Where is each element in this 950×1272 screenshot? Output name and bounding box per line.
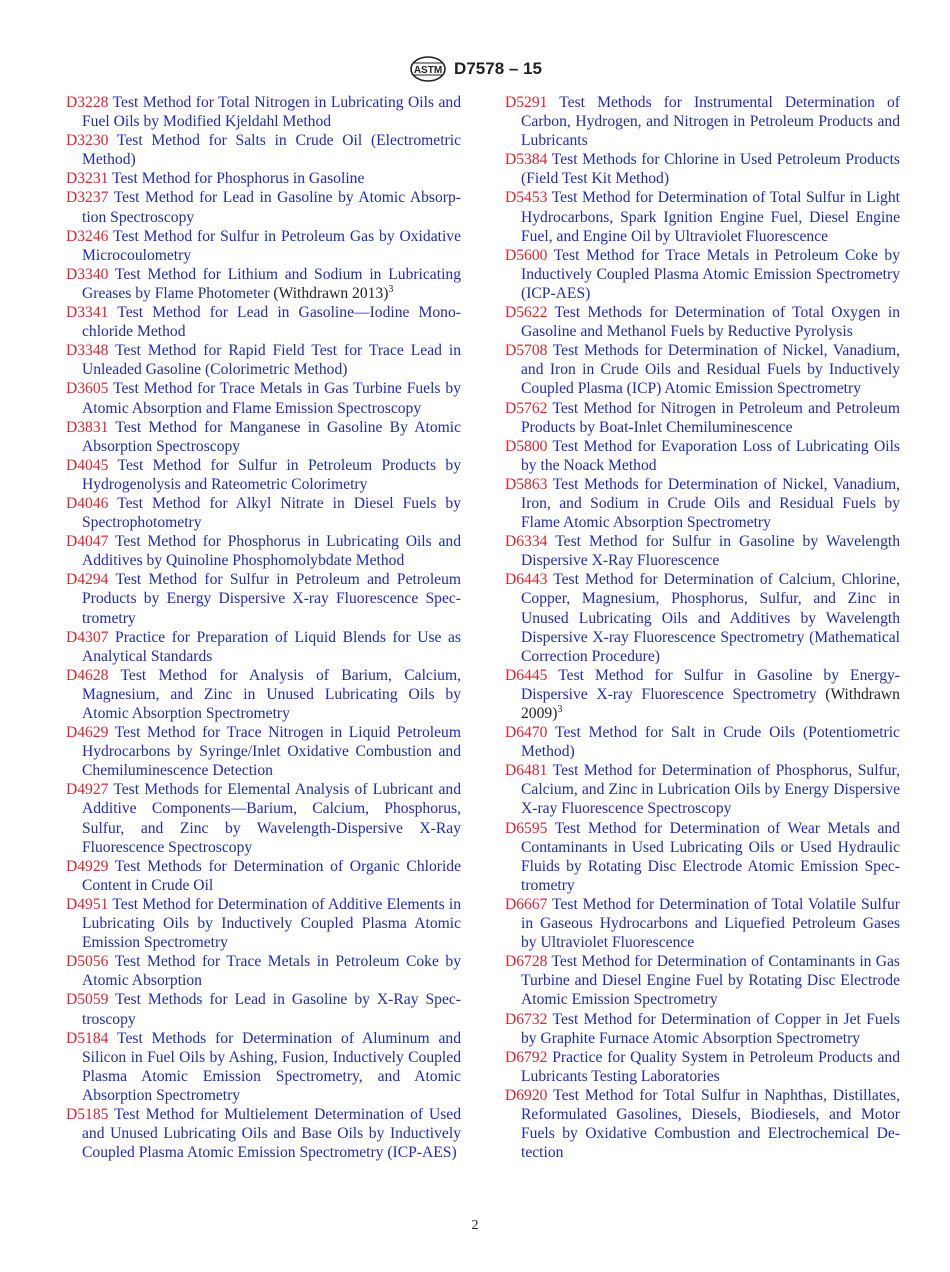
standard-code-link[interactable]: D3237 (66, 189, 109, 207)
reference-entry (505, 341, 900, 398)
standard-code-link[interactable]: D5184 (66, 1029, 109, 1047)
standard-title-link[interactable]: Test Method for Salts in Crude Oil (Electrometric Method) (82, 132, 461, 169)
standard-code-link[interactable]: D3605 (66, 380, 109, 398)
reference-entry (66, 666, 461, 723)
reference-entry (66, 723, 461, 780)
reference-entry (66, 456, 461, 494)
standard-title-link[interactable]: Test Method for Trace Nitrogen in Liquid Petroleum Hydrocarbons by Syringe/Inlet Oxidative Combustion and Chemiluminescence Detection (82, 724, 461, 780)
standard-title-link[interactable]: Test Method for Lead in Gasoline—Iodine Monochloride Method (82, 304, 461, 341)
standard-code-link[interactable]: D5059 (66, 991, 109, 1009)
standard-code-link[interactable]: D6920 (505, 1086, 548, 1104)
standard-code-link[interactable]: D6595 (505, 819, 548, 837)
reference-entry (505, 150, 900, 188)
standard-code-link[interactable]: D3246 (66, 227, 109, 245)
standard-code-link[interactable]: D5800 (505, 437, 548, 455)
standard-code-link[interactable]: D6732 (505, 1010, 548, 1028)
reference-entry (505, 532, 900, 570)
standard-title-link[interactable]: Test Methods for Elemental Analysis of Lubricant and Additive Components—Barium, Calcium, Phosphorus, Sulfur, and Zinc by Wavelength-Dispersive X-Ray Fluorescence Spectroscopy (82, 781, 461, 856)
svg-text:ASTM: ASTM (413, 65, 443, 76)
footnote-marker: 3 (388, 283, 394, 295)
standard-code-link[interactable]: D3831 (66, 418, 109, 436)
reference-entry (66, 494, 461, 532)
standard-title-link[interactable]: Test Method for Determination of Wear Metals and Contaminants in Used Lubricating Oils or Used Hydraulic Fluids by Rotating Disc Electrode Atomic Emission Spectrometry (521, 819, 900, 894)
standard-title-link[interactable]: Test Method for Lead in Gasoline by Atomic Absorption Spectroscopy (82, 189, 461, 226)
reference-entry (505, 475, 900, 532)
standard-code-link[interactable]: D6481 (505, 762, 548, 780)
standard-code-link[interactable]: D3230 (66, 132, 109, 150)
reference-entry (505, 93, 900, 150)
standard-code-link[interactable]: D4927 (66, 781, 109, 799)
standard-code-link[interactable]: D4045 (66, 456, 109, 474)
standard-title-link[interactable]: Test Method for Analysis of Barium, Calcium, Magnesium, and Zinc in Unused Lubricating Oils by Atomic Absorption Spectrometry (82, 666, 461, 722)
reference-entry (66, 418, 461, 456)
standard-code-link[interactable]: D6667 (505, 895, 548, 913)
page-number: 2 (471, 1218, 479, 1233)
standard-title-link[interactable]: Test Methods for Chlorine in Used Petroleum Products (Field Test Kit Method) (521, 151, 900, 188)
reference-entry (66, 341, 461, 379)
reference-entry (66, 532, 461, 570)
standard-code-link[interactable]: D4629 (66, 724, 109, 742)
standard-title-link[interactable]: Test Method for Nitrogen in Petroleum and Petroleum Products by Boat-Inlet Chemiluminescence (521, 399, 900, 436)
standard-title-link[interactable]: Test Method for Lithium and Sodium in Lubricating Greases by Flame Photometer (82, 265, 461, 302)
reference-entry (505, 1010, 900, 1048)
standard-code-link[interactable]: D5056 (66, 953, 109, 971)
standard-title-link[interactable]: Test Method for Phosphorus in Lubricating Oils and Additives by Quinoline Phosphomolybdate Method (82, 533, 461, 570)
reference-entry (66, 628, 461, 666)
standard-code-link[interactable]: D6443 (505, 571, 548, 589)
standard-code-link[interactable]: D5453 (505, 189, 548, 207)
standard-title-link[interactable]: Test Methods for Lead in Gasoline by X-Ray Spectroscopy (82, 991, 461, 1028)
standard-title-link[interactable]: Test Method for Alkyl Nitrate in Diesel Fuels by Spectrophotometry (82, 494, 461, 532)
reference-entry (505, 819, 900, 895)
standard-title-link[interactable]: Test Method for Determination of Total Volatile Sulfur in Gaseous Hydrocarbons and Liquefied Petroleum Gases by Ultraviolet Fluorescence (521, 895, 900, 952)
standard-code-link[interactable]: D5863 (505, 475, 548, 493)
standard-title-link[interactable]: Test Method for Salt in Crude Oils (Potentiometric Method) (521, 724, 900, 761)
reference-entry (66, 1105, 461, 1162)
reference-entry (505, 952, 900, 1009)
reference-entry (66, 303, 461, 341)
reference-entry (505, 303, 900, 341)
standard-title-link[interactable]: Practice for Quality System in Petroleum Products and Lubricants Testing Laboratories (521, 1048, 900, 1085)
standard-title-link[interactable]: Test Methods for Determination of Organic Chloride Content in Crude Oil (82, 857, 461, 894)
reference-entry (66, 990, 461, 1028)
reference-entry (505, 1086, 900, 1162)
standard-code-link[interactable]: D5384 (505, 151, 548, 169)
standard-code-link[interactable]: D4628 (66, 666, 109, 684)
standard-code-link[interactable]: D6445 (505, 666, 548, 684)
standard-code-link[interactable]: D5185 (66, 1105, 109, 1123)
standard-title-link[interactable]: Test Methods for Determination of Total Oxygen in Gasoline and Methanol Fuels by Reductive Pyrolysis (521, 304, 900, 341)
standard-title-link[interactable]: Test Method for Multielement Determination of Used and Unused Lubricating Oils and Base Oils by Inductively Coupled Plasma Atomic Emission Spectrometry (ICP-AES) (82, 1105, 461, 1162)
reference-entry (66, 93, 461, 131)
standard-code-link[interactable]: D3341 (66, 304, 109, 322)
standard-code-link[interactable]: D5622 (505, 304, 548, 322)
footnote-marker: 3 (557, 703, 563, 715)
withdrawn-note (273, 285, 393, 302)
standard-title-link[interactable]: Test Method for Manganese in Gasoline By Atomic Absorption Spectroscopy (82, 418, 461, 455)
standard-code-link[interactable]: D5708 (505, 342, 548, 360)
document-designation: D7578 – 15 (454, 59, 542, 78)
standard-code-link[interactable]: D4929 (66, 857, 109, 875)
standard-title-link[interactable]: Test Method for Sulfur in Petroleum Gas by Oxidative Microcoulometry (82, 227, 461, 264)
standard-title-link[interactable]: Test Methods for Instrumental Determination of Carbon, Hydrogen, and Nitrogen in Petroleum Products and Lubricants (521, 94, 900, 150)
standard-title-link[interactable]: Test Methods for Determination of Nickel, Vanadium, and Iron in Crude Oils and Residual Fuels by Inductively Coupled Plasma (ICP) Atomic Emission Spectrometry (521, 342, 900, 398)
standard-code-link[interactable]: D4046 (66, 494, 109, 512)
reference-entry (66, 188, 461, 226)
standard-code-link[interactable]: D6728 (505, 953, 548, 971)
standard-code-link[interactable]: D4951 (66, 895, 109, 913)
standard-title-link[interactable]: Test Method for Determination of Additive Elements in Lubricating Oils by Inductively Coupled Plasma Atomic Emission Spectrometry (82, 895, 461, 952)
withdrawn-note-text: (Withdrawn 2009) (521, 685, 900, 722)
standard-title-link[interactable]: Test Methods for Determination of Nickel, Vanadium, Iron, and Sodium in Crude Oils and Residual Fuels by Flame Atomic Absorption Spectrometry (521, 475, 900, 532)
standard-title-link[interactable]: Test Methods for Determination of Aluminum and Silicon in Fuel Oils by Ashing, Fusion, Inductively Coupled Plasma Atomic Emission Spectrometry, and Atomic Absorption Spectrometry (82, 1029, 461, 1104)
standard-code-link[interactable]: D6334 (505, 533, 548, 551)
standard-title-link[interactable]: Test Method for Determination of Calcium, Chlorine, Copper, Magnesium, Phosphorus, Sulfur, and Zinc in Unused Lubricating Oils and Additives by Wavelength Dispersive X-ray Fluorescence Spectrometry (Mathematical Correction Procedure) (521, 571, 900, 665)
reference-entry (66, 570, 461, 627)
standard-title-link[interactable]: Test Method for Determination of Contaminants in Gas Turbine and Diesel Engine Fuel by Rotating Disc Electrode Atomic Emission Spectrometry (521, 953, 900, 1009)
reference-entry (66, 857, 461, 895)
left-reference-column (66, 93, 461, 1162)
right-reference-column (505, 93, 900, 1162)
astm-logo-icon (408, 54, 448, 84)
reference-entry (505, 1048, 900, 1086)
standard-title-link[interactable]: Test Method for Total Sulfur in Naphthas, Distillates, Reformulated Gasolines, Diesels, Biodiesels, and Motor Fuels by Oxidative Combustion and Electrochemical Detection (521, 1086, 900, 1162)
standard-code-link[interactable]: D3231 (66, 170, 109, 188)
standard-title-link[interactable]: Test Method for Sulfur in Gasoline by Wavelength Dispersive X-Ray Fluorescence (521, 533, 900, 570)
reference-entry (66, 379, 461, 417)
standard-title-link[interactable]: Practice for Preparation of Liquid Blends for Use as Analytical Standards (82, 628, 461, 665)
standard-code-link[interactable]: D6792 (505, 1048, 548, 1066)
standard-title-link[interactable]: Test Method for Total Nitrogen in Lubricating Oils and Fuel Oils by Modified Kjeldahl Method (82, 94, 461, 131)
standard-title-link[interactable]: Test Method for Determination of Copper in Jet Fuels by Graphite Furnace Atomic Absorption Spectrometry (521, 1010, 900, 1047)
standard-code-link[interactable]: D3228 (66, 94, 109, 111)
standard-title-link[interactable]: Test Method for Trace Metals in Petroleum Coke by Inductively Coupled Plasma Atomic Emission Spectrometry (ICP-AES) (521, 246, 901, 302)
reference-entry (505, 723, 900, 761)
reference-entry (66, 131, 461, 169)
standard-title-link[interactable]: Test Method for Trace Metals in Gas Turbine Fuels by Atomic Absorption and Flame Emission Spectroscopy (82, 380, 461, 417)
reference-entry (505, 761, 900, 818)
reference-entry (66, 952, 461, 990)
page-header (0, 54, 950, 84)
reference-entry (505, 246, 900, 303)
standard-title-link[interactable]: Test Method for Sulfur in Gasoline by Energy-Dispersive X-ray Fluorescence Spectrometry (521, 666, 900, 703)
reference-entry (505, 399, 900, 437)
standard-code-link[interactable]: D3340 (66, 265, 109, 283)
reference-entry (505, 570, 900, 665)
standard-title-link[interactable]: Test Method for Determination of Total Sulfur in Light Hydrocarbons, Spark Ignition Engine Fuel, Diesel Engine Fuel, and Engine Oil by Ultraviolet Fluorescence (521, 189, 900, 245)
reference-entry (505, 895, 900, 952)
reference-entry (66, 265, 461, 303)
standard-code-link[interactable]: D3348 (66, 342, 109, 360)
standard-title-link[interactable]: Test Method for Determination of Phosphorus, Sulfur, Calcium, and Zinc in Lubrication Oils by Energy Dispersive X-ray Fluorescence Spectroscopy (521, 762, 900, 818)
standard-code-link[interactable]: D6470 (505, 724, 548, 742)
standard-code-link[interactable]: D5291 (505, 94, 548, 111)
standard-code-link[interactable]: D5600 (505, 246, 548, 264)
standard-title-link[interactable]: Test Method for Trace Metals in Petroleum Coke by Atomic Absorption (82, 953, 462, 990)
standard-title-link[interactable]: Test Method for Phosphorus in Gasoline (112, 170, 365, 188)
reference-entry (505, 188, 900, 245)
standard-title-link[interactable]: Test Method for Sulfur in Petroleum Products by Hydrogenolysis and Rateometric Colorimetry (82, 456, 461, 493)
standard-code-link[interactable]: D4294 (66, 571, 109, 589)
standard-code-link[interactable]: D4047 (66, 533, 109, 551)
standard-title-link[interactable]: Test Method for Evaporation Loss of Lubricating Oils by the Noack Method (521, 437, 900, 474)
standard-title-link[interactable]: Test Method for Rapid Field Test for Trace Lead in Unleaded Gasoline (Colorimetric Method) (82, 342, 461, 379)
reference-entry (66, 1029, 461, 1105)
withdrawn-note-text: (Withdrawn 2013) (273, 284, 389, 302)
reference-entry (66, 227, 461, 265)
reference-entry (66, 780, 461, 856)
reference-entry (505, 666, 900, 723)
standard-code-link[interactable]: D4307 (66, 628, 109, 646)
reference-entry (66, 169, 461, 188)
standard-code-link[interactable]: D5762 (505, 399, 548, 417)
reference-entry (505, 437, 900, 475)
standard-title-link[interactable]: Test Method for Sulfur in Petroleum and Petroleum Products by Energy Dispersive X-ray Fluorescence Spectrometry (82, 571, 461, 627)
reference-entry (66, 895, 461, 952)
